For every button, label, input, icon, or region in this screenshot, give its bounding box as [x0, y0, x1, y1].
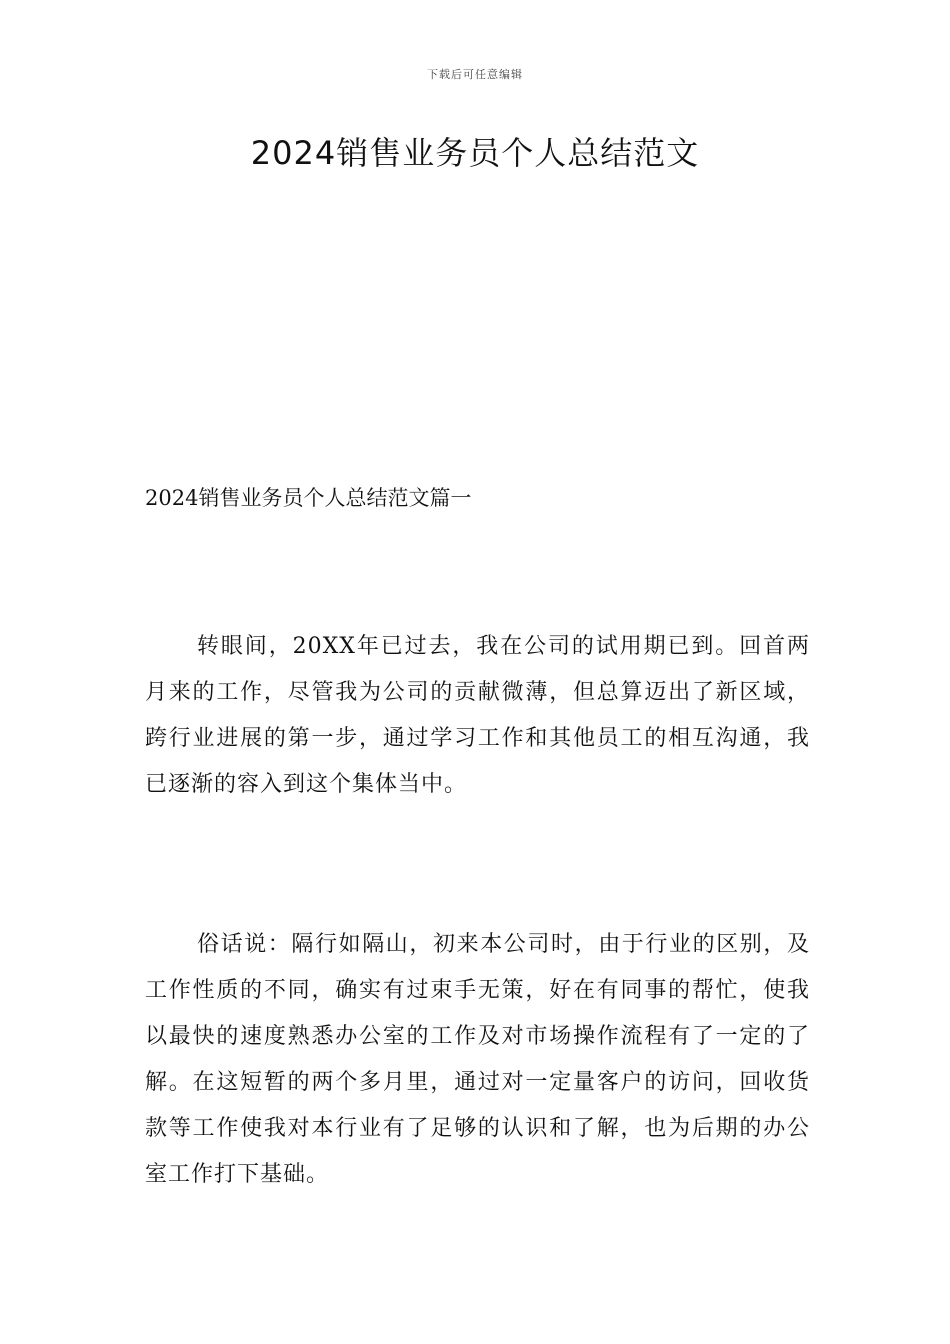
- header-note: 下载后可任意编辑: [427, 68, 523, 81]
- section-heading: 2024销售业务员个人总结范文篇一: [145, 486, 472, 510]
- body-paragraph-2: 俗话说：隔行如隔山，初来本公司时，由于行业的区别，及工作性质的不同，确实有过束手无策，好在有同事的帮忙，使我以最快的速度熟悉办公室的工作及对市场操作流程有了一定的了解。在这短暂的两个多月里，通过对一定量客户的访问，回收货款等工作使我对本行业有了足够的认识和了解，也为后期的办公室工作打下基础。: [145, 932, 810, 1187]
- document-title: 2024销售业务员个人总结范文: [250, 134, 700, 172]
- body-paragraph-1: 转眼间，20XX年已过去，我在公司的试用期已到。回首两月来的工作，尽管我为公司的贡献微薄，但总算迈出了新区域，跨行业进展的第一步，通过学习工作和其他员工的相互沟通，我已逐渐的容入到这个集体当中。: [145, 634, 810, 797]
